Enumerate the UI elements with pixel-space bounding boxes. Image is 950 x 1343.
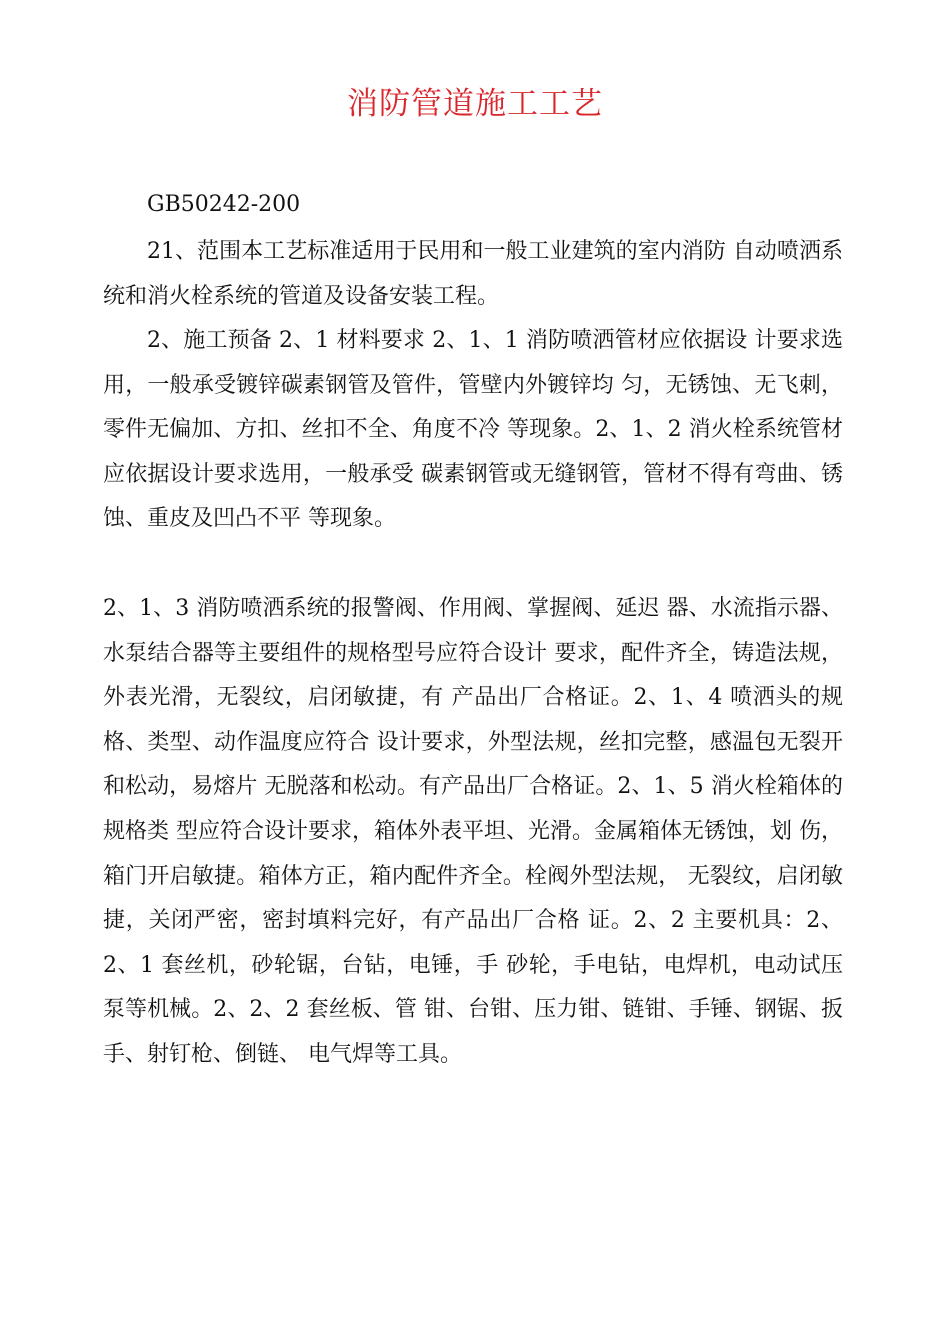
standard-code: GB50242-200 (147, 192, 301, 217)
paragraph-scope: 21、范围本工艺标准适用于民用和一般工业建筑的室内消防 自动喷洒系统和消火栓系统的管道及设备安装工程。 (103, 239, 843, 309)
document-title: 消防管道施工工艺 (347, 86, 603, 122)
paragraph-preparation-materials: 2、施工预备 2、1 材料要求 2、1、1 消防喷洒管材应依据设 计要求选用，一般承受镀锌碳素钢管及管件，管壁内外镀锌均 匀，无锈蚀、无飞刺，零件无偏加、方扣、丝扣不全、角度不冷 等现象。2、1、2 消火栓系统管材应依据设计要求选用，一般承受 碳素钢管或无缝钢管，管材不得有弯曲、锈蚀、重皮及凹凸不平 等现象。 (103, 328, 843, 532)
paragraph-components-and-tools: 2、1、3 消防喷洒系统的报警阀、作用阀、掌握阀、延迟 器、水流指示器、水泵结合器等主要组件的规格型号应符合设计 要求，配件齐全，铸造法规，外表光滑，无裂纹，启闭敏捷，有 产品出厂合格证。2、1、4 喷洒头的规格、类型、动作温度应符合 设计要求，外型法规，丝扣完整，感温包无裂开和松动，易熔片 无脱落和松动。有产品出厂合格证。2、1、5 消火栓箱体的规格类 型应符合设计要求，箱体外表平坦、光滑。金属箱体无锈蚀，划 伤，箱门开启敏捷。箱体方正，箱内配件齐全。栓阀外型法规， 无裂纹，启闭敏捷，关闭严密，密封填料完好，有产品出厂合格 证。2、2 主要机具：2、2、1 套丝机，砂轮锯，台钻，电锤，手 砂轮，手电钻，电焊机，电动试压泵等机械。2、2、2 套丝板、管 钳、台钳、压力钳、链钳、手锤、钢锯、扳手、射钉枪、倒链、 电气焊等工具。 (103, 596, 843, 1067)
standard-code-line (103, 183, 843, 228)
